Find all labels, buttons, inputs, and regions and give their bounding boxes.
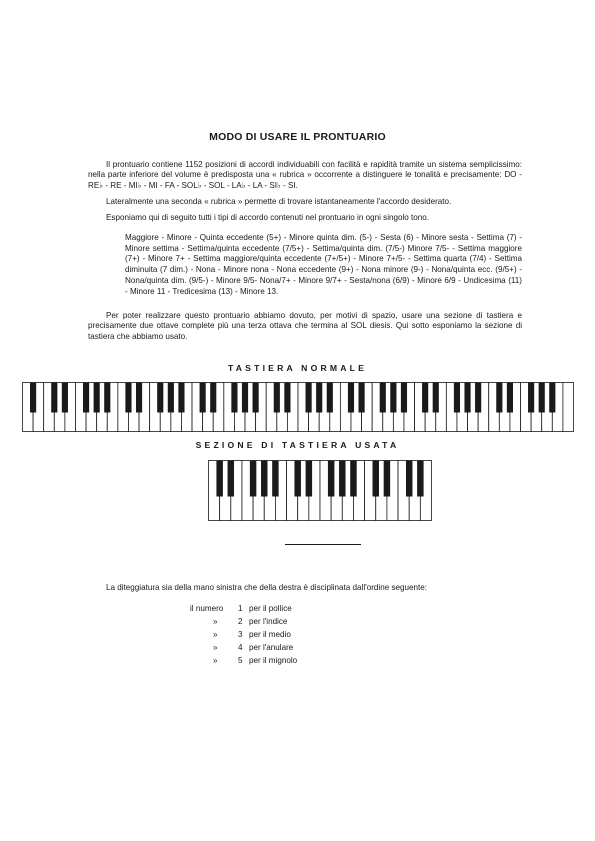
black-key [261,461,267,497]
black-key [136,383,142,413]
black-key [373,461,379,497]
black-key [401,383,407,413]
fingering-intro: La diteggiatura sia della mano sinistra che della destra è disciplinata dall'ordine seguente: [106,583,427,592]
black-key [417,461,423,497]
fingering-lead: il numero [190,604,224,613]
keyboard-normal [22,382,574,432]
black-key [348,383,354,413]
black-key [242,383,248,413]
black-key [51,383,57,413]
black-key [359,383,365,413]
black-key [422,383,428,413]
keyboard-section-title: SEZIONE DI TASTIERA USATA [195,440,400,450]
black-key [178,383,184,413]
keyboard-normal-title: TASTIERA NORMALE [227,363,368,373]
black-key [528,383,534,413]
finger-number: 1 [238,604,243,613]
chord-types-intro: Esponiamo qui di seguito tutti i tipi di accordo contenuti nel prontuario in ogni singolo tono. [106,213,430,222]
black-key [549,383,555,413]
rubrica-paragraph: Lateralmente una seconda « rubrica » permette di trovare istantaneamente l'accordo desiderato. [106,197,452,206]
black-key [253,383,259,413]
black-key [228,461,234,497]
finger-name: per l'anulare [249,643,294,652]
finger-number: 4 [238,643,243,652]
black-key [231,383,237,413]
ditto-mark: » [213,630,218,639]
black-key [327,383,333,413]
keyboard-section-paragraph: Per poter realizzare questo prontuario abbiamo dovuto, per motivi di spazio, usare una sezione di tastiera e precisamente due ottave complete più una terza ottava che termina al SOL diesis. Qui sotto esponiamo la sezione di tastiera che abbiamo usato. [88,311,522,341]
black-key [125,383,131,413]
black-key [210,383,216,413]
finger-name: per il medio [249,630,291,639]
black-key [475,383,481,413]
black-key [496,383,502,413]
keyboard-section-used [208,460,432,521]
black-key [294,461,300,497]
black-key [539,383,545,413]
black-key [94,383,100,413]
black-key [406,461,412,497]
intro-paragraph: Il prontuario contiene 1152 posizioni di accordi individuabili con facilità e rapidità tramite un sistema semplicissimo: nella parte inferiore del volume è predisposta una « rubrica » occorrente a distinguere le tonalità e precisamente: DO - RE♭ - RE - MI♭ - MI - FA - SOL♭ - SOL - LA♭ - LA - SI♭ - SI. [88,160,522,190]
black-key [339,461,345,497]
ditto-mark: » [213,617,218,626]
finger-number: 5 [238,656,243,665]
black-key [454,383,460,413]
black-key [380,383,386,413]
black-key [250,461,256,497]
chord-types-list: Maggiore - Minore - Quinta eccedente (5+) - Minore quinta dim. (5-) - Sesta (6) - Minore sesta - Settima (7) - Minore settima - Settima/quinta eccedente (7/5+) - Settima/quinta dim. (7/5-) Minore 7/5- - Settima maggiore (7+) - Minore 7+ - Settima maggiore/quinta eccedente (7+/5+) - Minore 7+/5- - Settima quarta (7/4) - Settima diminuita (7 dim.) - Nona - Minore nona - Nona eccedente (9+) - Nona minore (9-) - Nona/quinta ecc. (9/5+) - Nona/quinta dim. (9/5-) - Minore 9/5- Nona/7+ - Minore 9/7+ - Sesta/nona (6/9) - Minore 6/9 - Undicesima (11) - Minore 11 - Tredicesima (13) - Minore 13. [125,233,522,296]
black-key [328,461,334,497]
black-key [200,383,206,413]
black-key [168,383,174,413]
black-key [464,383,470,413]
black-key [30,383,36,413]
black-key [83,383,89,413]
finger-name: per il mignolo [249,656,298,665]
black-key [433,383,439,413]
page-title: MODO DI USARE IL PRONTUARIO [209,131,386,143]
black-key [316,383,322,413]
black-key [62,383,68,413]
black-key [384,461,390,497]
ditto-mark: » [213,643,218,652]
black-key [507,383,513,413]
black-key [350,461,356,497]
divider [285,544,361,545]
black-key [104,383,110,413]
black-key [306,383,312,413]
black-key [306,461,312,497]
finger-number: 2 [238,617,243,626]
black-key [272,461,278,497]
black-key [274,383,280,413]
black-key [390,383,396,413]
black-key [157,383,163,413]
black-key [216,461,222,497]
finger-number: 3 [238,630,243,639]
white-key [563,383,574,432]
finger-name: per il pollice [249,604,292,613]
black-key [284,383,290,413]
finger-name: per l'indice [249,617,288,626]
ditto-mark: » [213,656,218,665]
